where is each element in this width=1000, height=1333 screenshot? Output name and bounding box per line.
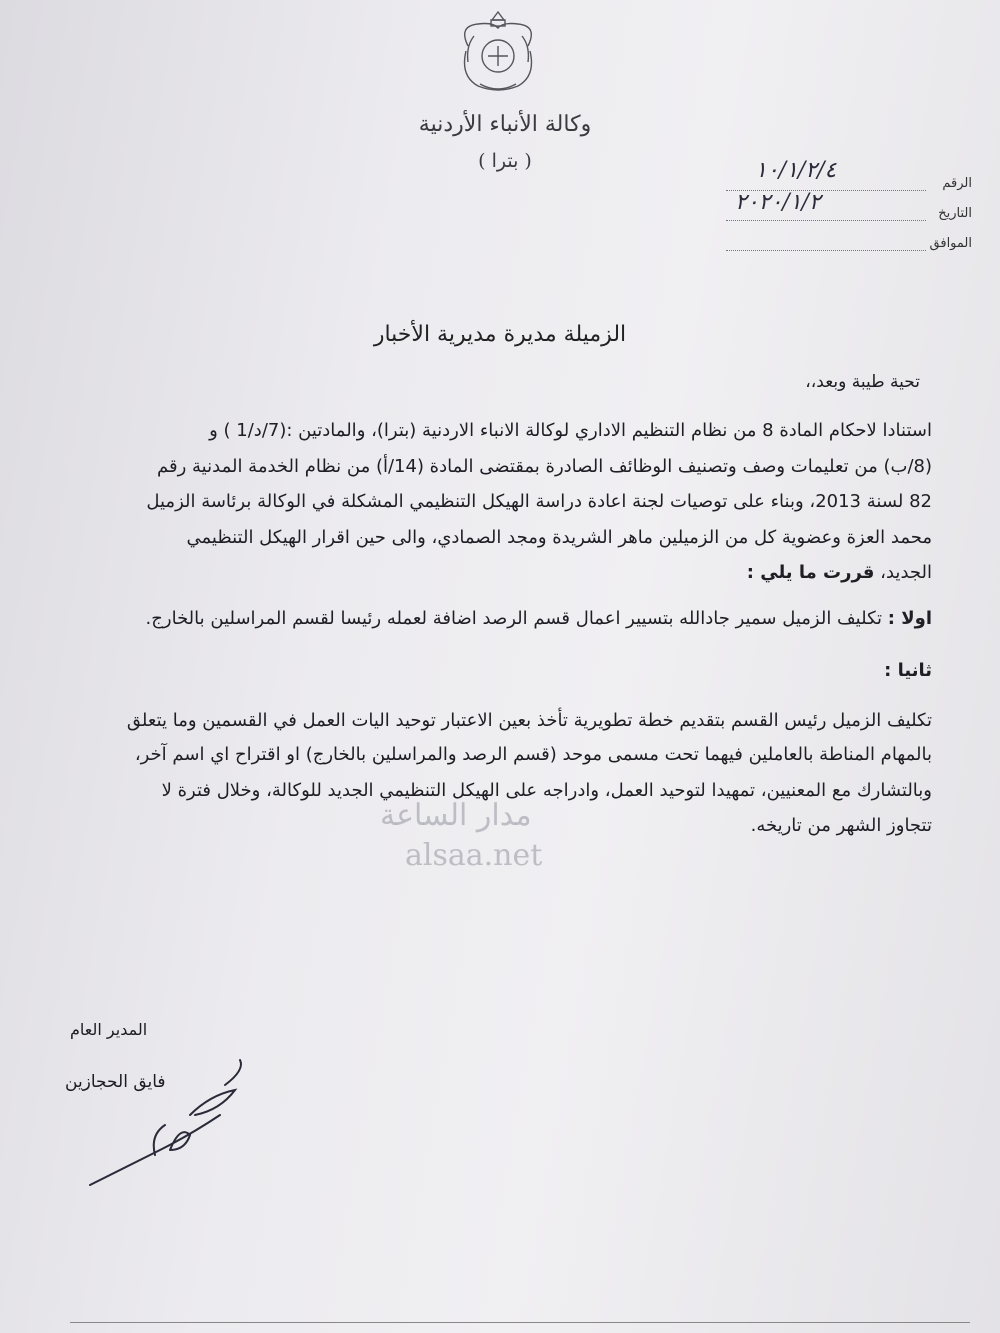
handwritten-signature (70, 1055, 260, 1195)
second-decision-line: بالمهام المناطة بالعاملين فيهما تحت مسمى موحد (قسم الرصد والمراسلين بالخارج) او اقتراح اي اسم آخر، (134, 744, 932, 765)
agency-name: وكالة الأنباء الأردنية (418, 112, 592, 137)
first-decision-label: اولا : (887, 608, 932, 629)
ref-corresponding-label: الموافق (929, 236, 972, 251)
body-last-plain: الجديد، (880, 562, 932, 583)
letter-subject: الزميلة مديرة مديرية الأخبار (373, 322, 627, 347)
body-line: 82 لسنة 2013، وبناء على توصيات لجنة اعادة دراسة الهيكل التنظيمي المشكلة في الوكالة برئاسة الزميل (146, 491, 932, 512)
watermark-latin: alsaa.net (405, 838, 543, 873)
decision-heading: قررت ما يلي : (746, 562, 875, 583)
second-decision-label: ثانيا : (884, 660, 932, 681)
handwritten-ref-number: ١٠/١/٢/٤ (755, 158, 837, 183)
letter-greeting: تحية طيبة وبعد،، (805, 372, 920, 392)
first-decision (146, 608, 932, 629)
footer-rule (70, 1322, 970, 1323)
handwritten-ref-date: ٢٠٢٠/١/٢ (735, 190, 821, 215)
agency-abbreviation: ( بترا ) (478, 150, 532, 172)
body-line: (8/ب) من تعليمات وصف وتصنيف الوظائف الصادرة بمقتضى المادة (14/أ) من نظام الخدمة المدنية رقم (157, 456, 932, 477)
first-decision-text: تكليف الزميل سمير جادالله بتسيير اعمال قسم الرصد اضافة لعمله رئيسا لقسم المراسلين بالخارج. (145, 608, 883, 629)
body-line-final (747, 562, 932, 583)
royal-emblem-icon (448, 6, 548, 96)
body-line: استنادا لاحكام المادة 8 من نظام التنظيم الاداري لوكالة الانباء الاردنية (بترا)، والمادتين :(7/د/1 ) و (209, 420, 932, 441)
ref-corresponding-row (726, 236, 972, 251)
second-decision-line: وبالتشارك مع المعنيين، تمهيدا لتوحيد العمل، وادراجه على الهيكل التنظيمي الجديد للوكالة، وخلال فترة لا (161, 780, 932, 801)
watermark-arabic: مدار الساعة (380, 798, 532, 833)
signatory-name: فايق الحجازين (65, 1072, 166, 1092)
second-decision-line: تتجاوز الشهر من تاريخه. (750, 815, 932, 836)
ref-corresponding-line (726, 236, 926, 251)
second-decision-line: تكليف الزميل رئيس القسم بتقديم خطة تطويرية تأخذ بعين الاعتبار توحيد اليات العمل في القسمين وما يتعلق (126, 710, 932, 731)
ref-date-label: التاريخ (938, 206, 972, 221)
signatory-title: المدير العام (70, 1020, 148, 1039)
ref-number-label: الرقم (942, 176, 972, 191)
body-line: محمد العزة وعضوية كل من الزميلين ماهر الشريدة ومجد الصمادي، والى حين اقرار الهيكل التنظيمي (186, 527, 932, 548)
